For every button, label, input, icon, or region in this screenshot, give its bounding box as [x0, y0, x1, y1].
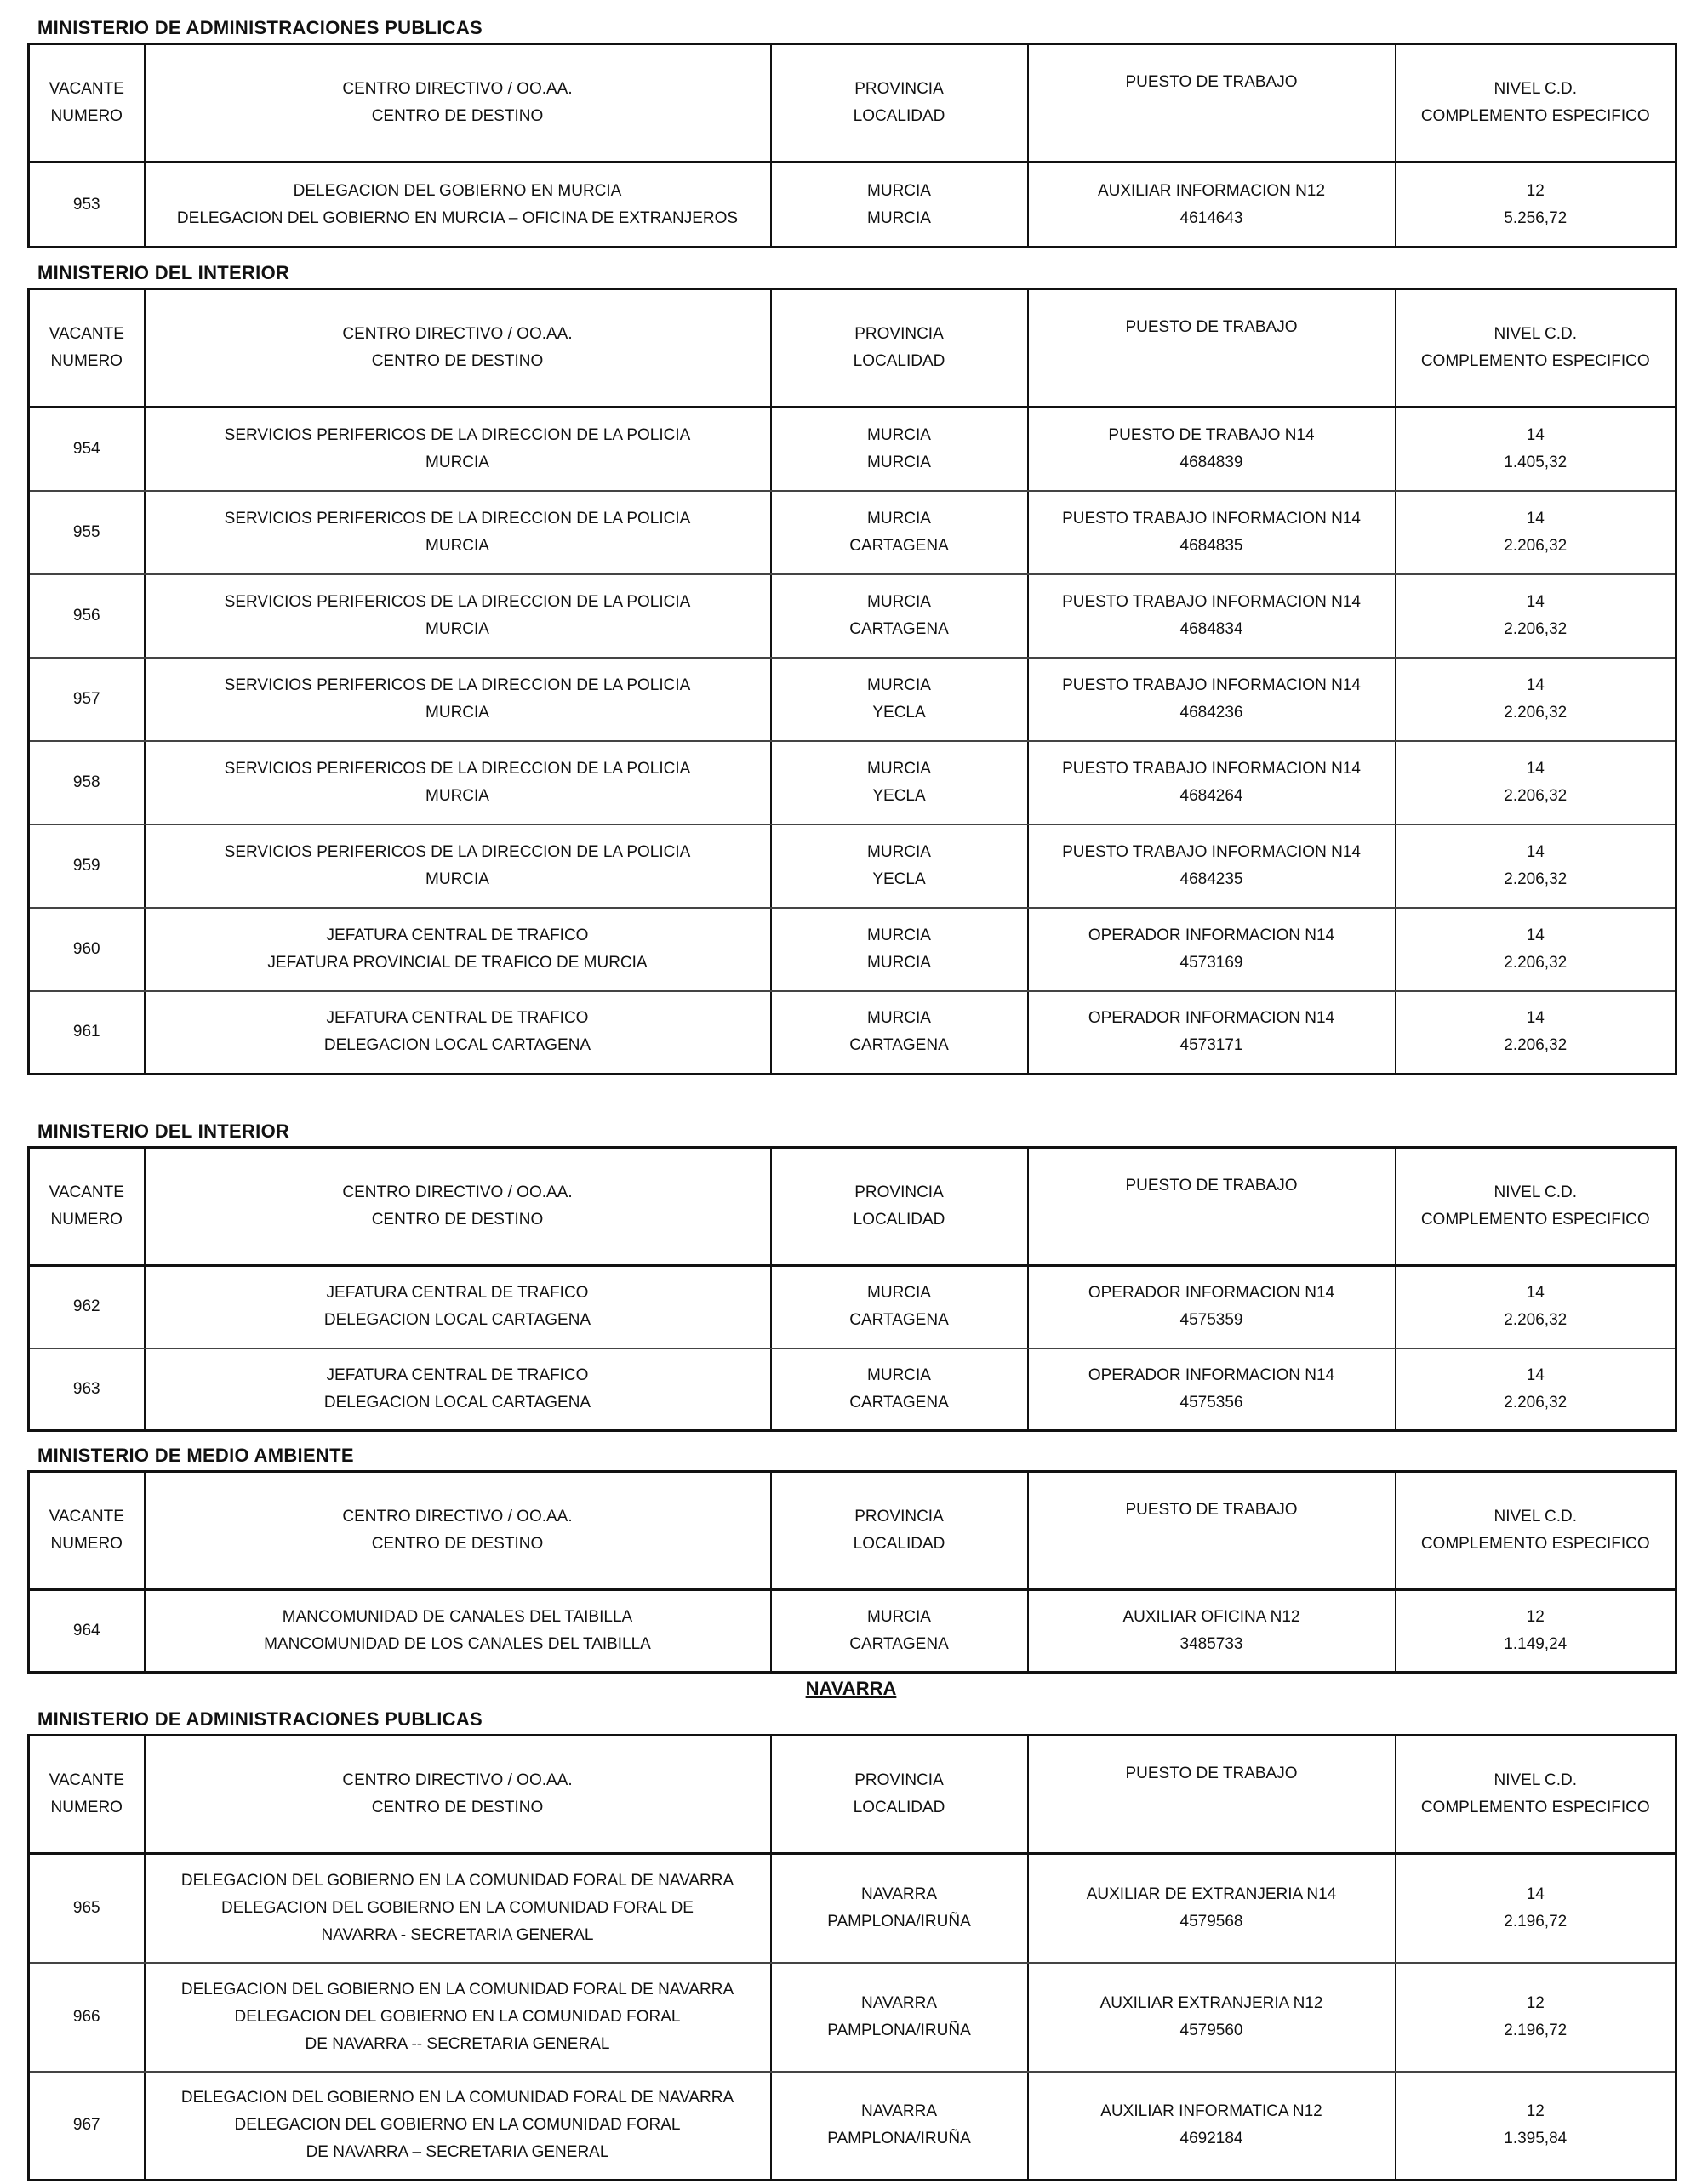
- provincia-cell: [771, 574, 1028, 658]
- header-cell-col2: [145, 44, 771, 163]
- vacancy-number: 967: [29, 2072, 145, 2181]
- puesto-line: 4575359: [1179, 1311, 1243, 1330]
- nivel-cell: [1396, 574, 1676, 658]
- provincia-cell: [771, 1963, 1028, 2072]
- centro-line: MURCIA: [426, 786, 489, 805]
- provincia-cell: [771, 991, 1028, 1075]
- vacancy-table: [27, 288, 1677, 1075]
- vacancy-number: 957: [29, 658, 145, 741]
- provincia-cell: [771, 1266, 1028, 1349]
- provincia-line: CARTAGENA: [849, 619, 949, 638]
- header-label: LOCALIDAD: [853, 352, 945, 370]
- provincia-cell: [771, 658, 1028, 741]
- puesto-line: 4684834: [1179, 619, 1243, 638]
- provincia-cell: [771, 2072, 1028, 2181]
- table-row: [29, 574, 1676, 658]
- provincia-line: YECLA: [872, 703, 926, 721]
- provincia-line: MURCIA: [867, 842, 931, 861]
- puesto-line: AUXILIAR OFICINA N12: [1122, 1608, 1300, 1626]
- centro-line: JEFATURA CENTRAL DE TRAFICO: [326, 926, 589, 944]
- provincia-line: NAVARRA: [860, 1885, 938, 1903]
- vacancy-number: 954: [29, 408, 145, 491]
- provincia-line: MURCIA: [867, 425, 931, 444]
- nivel-line: 2.196,72: [1504, 1912, 1568, 1930]
- provincia-line: MURCIA: [867, 926, 931, 944]
- provincia-line: YECLA: [872, 870, 926, 888]
- provincia-line: MURCIA: [867, 592, 931, 611]
- nivel-line: 14: [1526, 592, 1545, 611]
- puesto-line: 3485733: [1179, 1635, 1243, 1653]
- nivel-cell: [1396, 741, 1676, 824]
- centro-line: SERVICIOS PERIFERICOS DE LA DIRECCION DE LA POLICIA: [224, 842, 691, 861]
- centro-line: MANCOMUNIDAD DE CANALES DEL TAIBILLA: [282, 1608, 633, 1626]
- table-row: [29, 741, 1676, 824]
- centro-line: SERVICIOS PERIFERICOS DE LA DIRECCION DE LA POLICIA: [224, 759, 691, 778]
- nivel-line: 2.206,32: [1504, 1311, 1568, 1330]
- puesto-line: 4614643: [1179, 208, 1243, 227]
- header-cell-col5: [1396, 289, 1676, 408]
- centro-cell: [145, 2072, 771, 2181]
- centro-cell: [145, 658, 771, 741]
- provincia-line: YECLA: [872, 786, 926, 805]
- header-label: NIVEL C.D.: [1494, 1183, 1577, 1201]
- vacancy-number: 961: [29, 991, 145, 1075]
- puesto-cell: [1028, 408, 1396, 491]
- nivel-line: 12: [1526, 2102, 1545, 2121]
- centro-line: SERVICIOS PERIFERICOS DE LA DIRECCION DE LA POLICIA: [224, 592, 691, 611]
- nivel-line: 2.206,32: [1504, 1036, 1568, 1055]
- puesto-line: PUESTO TRABAJO INFORMACION N14: [1062, 592, 1361, 611]
- header-label: CENTRO DE DESTINO: [371, 1799, 544, 1816]
- centro-cell: [145, 163, 771, 248]
- nivel-line: 2.206,32: [1504, 619, 1568, 638]
- header-cell-col3: [771, 1148, 1028, 1266]
- centro-line: DELEGACION DEL GOBIERNO EN LA COMUNIDAD FORAL: [234, 2116, 681, 2135]
- puesto-cell: [1028, 1963, 1396, 2072]
- header-label: PROVINCIA: [854, 1771, 944, 1789]
- puesto-cell: [1028, 574, 1396, 658]
- provincia-line: MURCIA: [867, 1366, 931, 1384]
- puesto-line: AUXILIAR INFORMACION N12: [1097, 181, 1326, 200]
- header-cell-col1: [29, 289, 145, 408]
- nivel-line: 14: [1526, 759, 1545, 778]
- header-label: PUESTO DE TRABAJO: [1125, 73, 1298, 91]
- provincia-cell: [771, 163, 1028, 248]
- centro-line: MURCIA: [426, 536, 489, 555]
- provincia-line: CARTAGENA: [849, 1311, 949, 1330]
- provincia-cell: [771, 1590, 1028, 1673]
- nivel-cell: [1396, 1266, 1676, 1349]
- table-row: [29, 163, 1676, 248]
- vacancy-number: 955: [29, 491, 145, 574]
- nivel-cell: [1396, 408, 1676, 491]
- table-row: [29, 491, 1676, 574]
- centro-line: DELEGACION DEL GOBIERNO EN LA COMUNIDAD FORAL DE: [221, 1898, 694, 1917]
- vacancy-number: 962: [29, 1266, 145, 1349]
- header-label: LOCALIDAD: [853, 1211, 945, 1229]
- table-row: [29, 408, 1676, 491]
- nivel-cell: [1396, 163, 1676, 248]
- header-label: COMPLEMENTO ESPECIFICO: [1420, 352, 1650, 370]
- provincia-line: CARTAGENA: [849, 1036, 949, 1055]
- centro-line: DELEGACION LOCAL CARTAGENA: [323, 1393, 591, 1411]
- nivel-line: 2.196,72: [1504, 2021, 1568, 2039]
- provincia-line: MURCIA: [867, 509, 931, 527]
- puesto-cell: [1028, 991, 1396, 1075]
- puesto-line: PUESTO TRABAJO INFORMACION N14: [1062, 842, 1361, 861]
- puesto-line: PUESTO DE TRABAJO N14: [1108, 425, 1315, 444]
- puesto-line: 4684839: [1179, 453, 1243, 471]
- header-label: NUMERO: [50, 352, 123, 370]
- vacancy-table: [27, 1734, 1677, 2181]
- table-row: [29, 824, 1676, 908]
- centro-cell: [145, 408, 771, 491]
- puesto-cell: [1028, 1854, 1396, 1963]
- puesto-line: PUESTO TRABAJO INFORMACION N14: [1062, 509, 1361, 527]
- puesto-line: 4575356: [1179, 1393, 1243, 1411]
- nivel-line: 2.206,32: [1504, 786, 1568, 805]
- header-label: CENTRO DIRECTIVO / OO.AA.: [342, 1771, 573, 1789]
- centro-line: DELEGACION DEL GOBIERNO EN LA COMUNIDAD FORAL DE NAVARRA: [180, 1871, 734, 1890]
- provincia-line: NAVARRA: [860, 1993, 938, 2012]
- provincia-line: PAMPLONA/IRUÑA: [827, 1912, 971, 1930]
- puesto-cell: [1028, 1590, 1396, 1673]
- centro-line: SERVICIOS PERIFERICOS DE LA DIRECCION DE LA POLICIA: [224, 676, 691, 694]
- header-label: NIVEL C.D.: [1494, 1771, 1577, 1789]
- puesto-line: OPERADOR INFORMACION N14: [1088, 1284, 1335, 1303]
- centro-line: DELEGACION DEL GOBIERNO EN LA COMUNIDAD FORAL DE NAVARRA: [180, 1980, 734, 1999]
- centro-line: MANCOMUNIDAD DE LOS CANALES DEL TAIBILLA: [264, 1635, 651, 1653]
- header-cell-col2: [145, 1736, 771, 1854]
- provincia-line: PAMPLONA/IRUÑA: [827, 2021, 971, 2039]
- nivel-cell: [1396, 1854, 1676, 1963]
- centro-line: DE NAVARRA – SECRETARIA GENERAL: [306, 2143, 609, 2162]
- header-label: COMPLEMENTO ESPECIFICO: [1420, 1799, 1650, 1816]
- nivel-line: 12: [1526, 1993, 1545, 2012]
- header-label: LOCALIDAD: [853, 1535, 945, 1553]
- centro-line: MURCIA: [426, 703, 489, 721]
- centro-cell: [145, 491, 771, 574]
- nivel-line: 14: [1526, 676, 1545, 694]
- header-label: CENTRO DIRECTIVO / OO.AA.: [342, 325, 573, 343]
- header-label: CENTRO DE DESTINO: [371, 352, 544, 370]
- header-label: CENTRO DE DESTINO: [371, 1535, 544, 1553]
- centro-line: DELEGACION DEL GOBIERNO EN MURCIA: [293, 181, 622, 200]
- nivel-line: 1.149,24: [1504, 1635, 1568, 1653]
- centro-cell: [145, 1266, 771, 1349]
- nivel-cell: [1396, 491, 1676, 574]
- header-label: NIVEL C.D.: [1494, 325, 1577, 343]
- nivel-line: 14: [1526, 926, 1545, 944]
- table-row: [29, 991, 1676, 1075]
- nivel-cell: [1396, 824, 1676, 908]
- header-cell-col2: [145, 289, 771, 408]
- puesto-line: 4579568: [1179, 1912, 1243, 1930]
- nivel-cell: [1396, 1963, 1676, 2072]
- centro-cell: [145, 1854, 771, 1963]
- nivel-line: 12: [1526, 181, 1545, 200]
- nivel-line: 14: [1526, 1284, 1545, 1303]
- header-cell-col4: [1028, 1472, 1396, 1590]
- puesto-cell: [1028, 163, 1396, 248]
- vacancy-number: 956: [29, 574, 145, 658]
- header-cell-col4: [1028, 1736, 1396, 1854]
- vacancy-number: 966: [29, 1963, 145, 2072]
- header-cell-col5: [1396, 1736, 1676, 1854]
- header-cell-col3: [771, 44, 1028, 163]
- puesto-line: 4573169: [1179, 953, 1243, 972]
- provincia-line: CARTAGENA: [849, 536, 949, 555]
- header-label: PROVINCIA: [854, 80, 944, 98]
- ministry-title: MINISTERIO DEL INTERIOR: [37, 262, 290, 283]
- header-label: VACANTE: [49, 1771, 124, 1789]
- puesto-cell: [1028, 908, 1396, 991]
- header-cell-col5: [1396, 44, 1676, 163]
- vacancy-number: 953: [29, 163, 145, 248]
- centro-line: NAVARRA - SECRETARIA GENERAL: [321, 1925, 594, 1944]
- header-cell-col5: [1396, 1472, 1676, 1590]
- nivel-line: 14: [1526, 425, 1545, 444]
- provincia-line: MURCIA: [867, 1284, 931, 1303]
- ministry-title: MINISTERIO DE ADMINISTRACIONES PUBLICAS: [37, 17, 483, 38]
- centro-cell: [145, 908, 771, 991]
- header-cell-col4: [1028, 1148, 1396, 1266]
- puesto-line: 4573171: [1179, 1036, 1243, 1055]
- puesto-line: AUXILIAR DE EXTRANJERIA N14: [1086, 1885, 1337, 1903]
- puesto-line: AUXILIAR INFORMATICA N12: [1100, 2102, 1322, 2121]
- nivel-line: 1.395,84: [1504, 2130, 1568, 2148]
- nivel-line: 2.206,32: [1504, 870, 1568, 888]
- centro-cell: [145, 741, 771, 824]
- centro-line: MURCIA: [426, 619, 489, 638]
- vacancy-table: [27, 43, 1677, 248]
- centro-cell: [145, 574, 771, 658]
- header-cell-col2: [145, 1472, 771, 1590]
- provincia-cell: [771, 408, 1028, 491]
- header-cell-col1: [29, 44, 145, 163]
- centro-line: DELEGACION LOCAL CARTAGENA: [323, 1036, 591, 1055]
- provincia-line: MURCIA: [867, 953, 931, 972]
- header-label: CENTRO DIRECTIVO / OO.AA.: [342, 80, 573, 98]
- centro-line: JEFATURA CENTRAL DE TRAFICO: [326, 1009, 589, 1028]
- puesto-line: PUESTO TRABAJO INFORMACION N14: [1062, 676, 1361, 694]
- header-label: COMPLEMENTO ESPECIFICO: [1420, 1211, 1650, 1229]
- header-label: NIVEL C.D.: [1494, 80, 1577, 98]
- puesto-line: 4692184: [1179, 2130, 1243, 2148]
- header-label: LOCALIDAD: [853, 107, 945, 125]
- provincia-cell: [771, 491, 1028, 574]
- puesto-line: AUXILIAR EXTRANJERIA N12: [1099, 1993, 1323, 2012]
- vacancy-number: 965: [29, 1854, 145, 1963]
- provincia-cell: [771, 1349, 1028, 1431]
- nivel-cell: [1396, 991, 1676, 1075]
- header-cell-col4: [1028, 44, 1396, 163]
- nivel-line: 5.256,72: [1504, 208, 1568, 227]
- header-label: COMPLEMENTO ESPECIFICO: [1420, 107, 1650, 125]
- header-label: VACANTE: [49, 1183, 124, 1201]
- header-label: VACANTE: [49, 325, 124, 343]
- provincia-line: NAVARRA: [860, 2102, 938, 2121]
- table-row: [29, 1590, 1676, 1673]
- table-row: [29, 908, 1676, 991]
- nivel-line: 14: [1526, 1885, 1545, 1903]
- puesto-cell: [1028, 2072, 1396, 2181]
- nivel-line: 14: [1526, 509, 1545, 527]
- header-cell-col1: [29, 1148, 145, 1266]
- header-label: PUESTO DE TRABAJO: [1125, 1765, 1298, 1782]
- table-header-row: [29, 1736, 1676, 1854]
- header-label: PROVINCIA: [854, 1508, 944, 1525]
- vacancy-number: 959: [29, 824, 145, 908]
- ministry-title: MINISTERIO DE MEDIO AMBIENTE: [37, 1445, 354, 1466]
- centro-cell: [145, 991, 771, 1075]
- nivel-line: 2.206,32: [1504, 1393, 1568, 1411]
- puesto-line: 4579560: [1179, 2021, 1243, 2039]
- table-header-row: [29, 44, 1676, 163]
- centro-line: DE NAVARRA -- SECRETARIA GENERAL: [305, 2034, 610, 2053]
- header-label: NUMERO: [50, 1799, 123, 1816]
- nivel-line: 14: [1526, 842, 1545, 861]
- centro-line: SERVICIOS PERIFERICOS DE LA DIRECCION DE LA POLICIA: [224, 425, 691, 444]
- provincia-cell: [771, 908, 1028, 991]
- nivel-line: 2.206,32: [1504, 953, 1568, 972]
- nivel-cell: [1396, 2072, 1676, 2181]
- nivel-cell: [1396, 908, 1676, 991]
- nivel-line: 14: [1526, 1009, 1545, 1028]
- nivel-line: 2.206,32: [1504, 703, 1568, 721]
- header-label: CENTRO DE DESTINO: [371, 1211, 544, 1229]
- provincia-line: CARTAGENA: [849, 1393, 949, 1411]
- header-label: VACANTE: [49, 80, 124, 98]
- table-header-row: [29, 289, 1676, 408]
- header-cell-col4: [1028, 289, 1396, 408]
- puesto-line: OPERADOR INFORMACION N14: [1088, 1009, 1335, 1028]
- header-label: PROVINCIA: [854, 325, 944, 343]
- header-label: CENTRO DIRECTIVO / OO.AA.: [342, 1183, 573, 1201]
- centro-line: DELEGACION DEL GOBIERNO EN LA COMUNIDAD FORAL: [234, 2007, 681, 2026]
- region-heading: NAVARRA: [805, 1678, 897, 1699]
- header-cell-col3: [771, 289, 1028, 408]
- provincia-line: CARTAGENA: [849, 1635, 949, 1653]
- nivel-line: 12: [1526, 1608, 1545, 1626]
- vacancy-number: 958: [29, 741, 145, 824]
- nivel-line: 1.405,32: [1504, 453, 1568, 471]
- table-row: [29, 658, 1676, 741]
- centro-line: DELEGACION LOCAL CARTAGENA: [323, 1311, 591, 1330]
- header-cell-col3: [771, 1472, 1028, 1590]
- table-row: [29, 1963, 1676, 2072]
- ministry-title: MINISTERIO DEL INTERIOR: [37, 1121, 290, 1142]
- vacancy-table: [27, 1470, 1677, 1674]
- header-label: NUMERO: [50, 1535, 123, 1553]
- centro-line: JEFATURA CENTRAL DE TRAFICO: [326, 1366, 589, 1384]
- table-row: [29, 1266, 1676, 1349]
- puesto-line: 4684835: [1179, 536, 1243, 555]
- header-label: CENTRO DE DESTINO: [371, 107, 544, 125]
- puesto-line: OPERADOR INFORMACION N14: [1088, 1366, 1335, 1384]
- header-cell-col3: [771, 1736, 1028, 1854]
- provincia-line: MURCIA: [867, 759, 931, 778]
- puesto-cell: [1028, 1266, 1396, 1349]
- provincia-line: MURCIA: [867, 676, 931, 694]
- provincia-line: MURCIA: [867, 453, 931, 471]
- header-cell-col5: [1396, 1148, 1676, 1266]
- centro-line: DELEGACION DEL GOBIERNO EN MURCIA – OFICINA DE EXTRANJEROS: [176, 208, 739, 227]
- table-row: [29, 2072, 1676, 2181]
- centro-cell: [145, 1963, 771, 2072]
- header-label: PUESTO DE TRABAJO: [1125, 1501, 1298, 1519]
- header-label: NIVEL C.D.: [1494, 1508, 1577, 1525]
- table-header-row: [29, 1472, 1676, 1590]
- vacancy-number: 960: [29, 908, 145, 991]
- header-label: COMPLEMENTO ESPECIFICO: [1420, 1535, 1650, 1553]
- header-cell-col2: [145, 1148, 771, 1266]
- centro-cell: [145, 824, 771, 908]
- puesto-line: 4684235: [1179, 870, 1243, 888]
- puesto-line: PUESTO TRABAJO INFORMACION N14: [1062, 759, 1361, 778]
- provincia-line: MURCIA: [867, 1608, 931, 1626]
- centro-line: JEFATURA PROVINCIAL DE TRAFICO DE MURCIA: [267, 953, 648, 972]
- provincia-cell: [771, 741, 1028, 824]
- header-label: PROVINCIA: [854, 1183, 944, 1201]
- header-label: CENTRO DIRECTIVO / OO.AA.: [342, 1508, 573, 1525]
- header-cell-col1: [29, 1472, 145, 1590]
- vacancy-number: 964: [29, 1590, 145, 1673]
- puesto-cell: [1028, 741, 1396, 824]
- header-label: NUMERO: [50, 1211, 123, 1229]
- nivel-cell: [1396, 1590, 1676, 1673]
- ministry-title: MINISTERIO DE ADMINISTRACIONES PUBLICAS: [37, 1708, 483, 1730]
- puesto-cell: [1028, 824, 1396, 908]
- puesto-cell: [1028, 491, 1396, 574]
- puesto-cell: [1028, 1349, 1396, 1431]
- header-label: NUMERO: [50, 107, 123, 125]
- vacancy-table: [27, 1146, 1677, 1432]
- centro-cell: [145, 1590, 771, 1673]
- provincia-cell: [771, 1854, 1028, 1963]
- nivel-line: 14: [1526, 1366, 1545, 1384]
- nivel-line: 2.206,32: [1504, 536, 1568, 555]
- provincia-line: MURCIA: [867, 181, 931, 200]
- provincia-line: PAMPLONA/IRUÑA: [827, 2130, 971, 2148]
- header-cell-col1: [29, 1736, 145, 1854]
- table-row: [29, 1854, 1676, 1963]
- centro-line: DELEGACION DEL GOBIERNO EN LA COMUNIDAD FORAL DE NAVARRA: [180, 2089, 734, 2107]
- puesto-line: OPERADOR INFORMACION N14: [1088, 926, 1335, 944]
- table-header-row: [29, 1148, 1676, 1266]
- header-label: PUESTO DE TRABAJO: [1125, 1177, 1298, 1195]
- puesto-line: 4684236: [1179, 703, 1243, 721]
- table-row: [29, 1349, 1676, 1431]
- provincia-cell: [771, 824, 1028, 908]
- header-label: PUESTO DE TRABAJO: [1125, 318, 1298, 336]
- puesto-line: 4684264: [1179, 786, 1243, 805]
- centro-line: MURCIA: [426, 453, 489, 471]
- provincia-line: MURCIA: [867, 208, 931, 227]
- header-label: VACANTE: [49, 1508, 124, 1525]
- centro-line: SERVICIOS PERIFERICOS DE LA DIRECCION DE LA POLICIA: [224, 509, 691, 527]
- centro-cell: [145, 1349, 771, 1431]
- header-label: LOCALIDAD: [853, 1799, 945, 1816]
- puesto-cell: [1028, 658, 1396, 741]
- provincia-line: MURCIA: [867, 1009, 931, 1028]
- vacancy-number: 963: [29, 1349, 145, 1431]
- nivel-cell: [1396, 658, 1676, 741]
- nivel-cell: [1396, 1349, 1676, 1431]
- centro-line: JEFATURA CENTRAL DE TRAFICO: [326, 1284, 589, 1303]
- centro-line: MURCIA: [426, 870, 489, 888]
